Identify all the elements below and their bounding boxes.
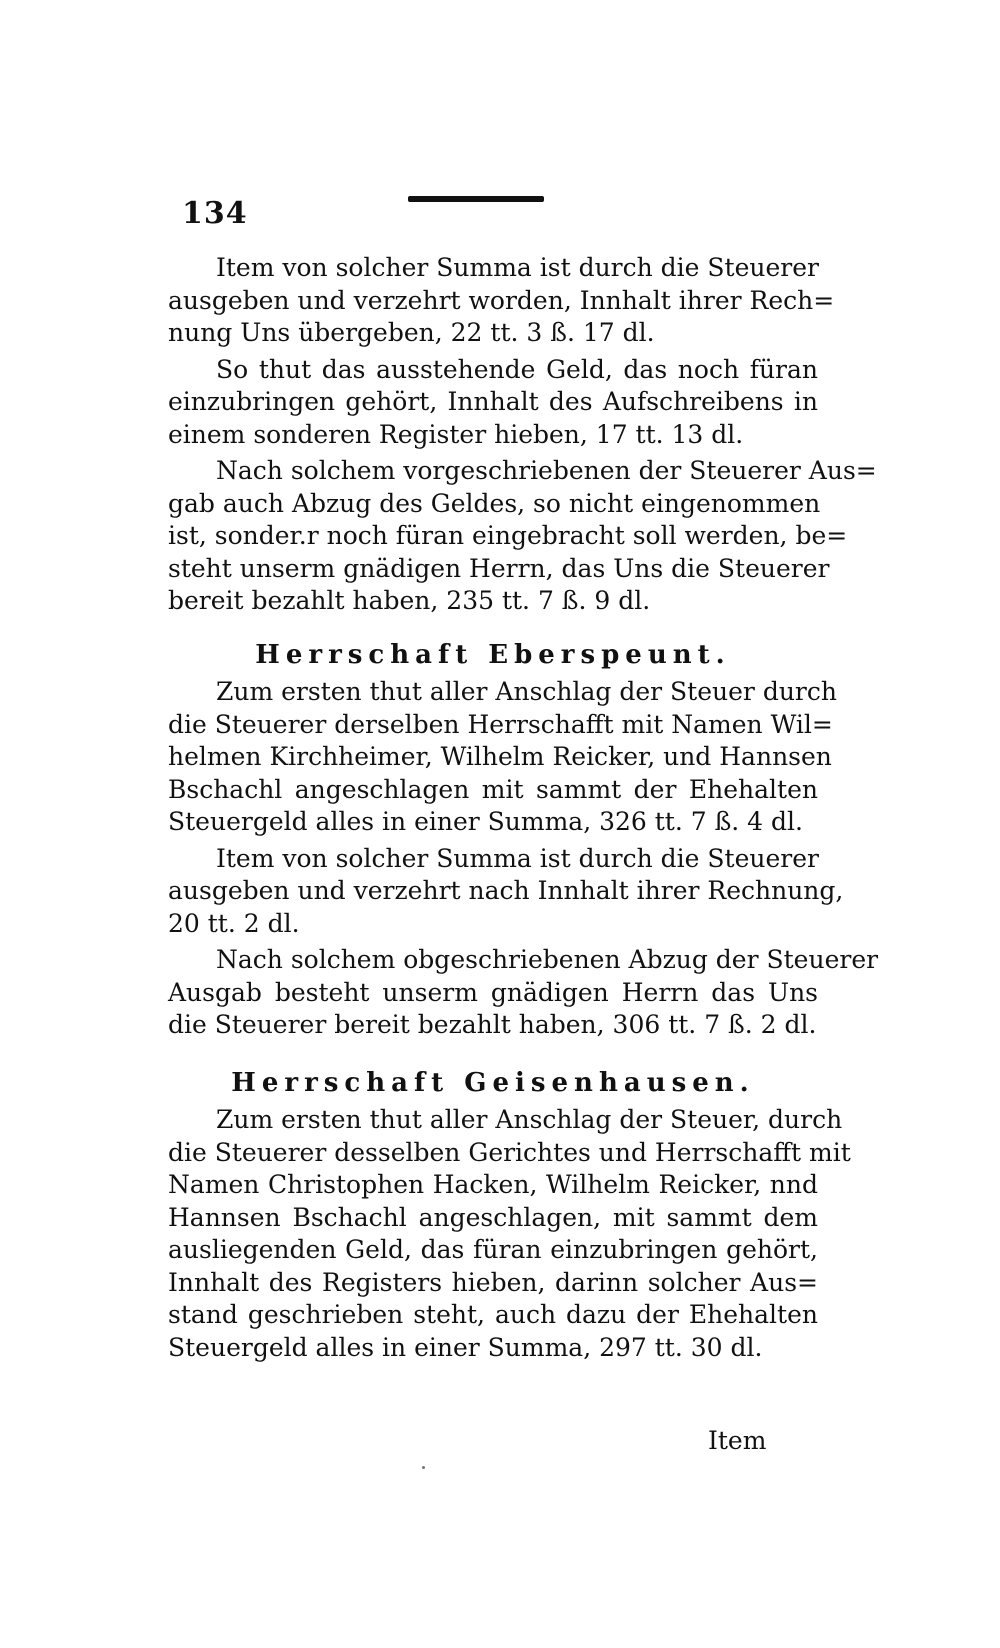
text-line: Zum ersten thut aller Anschlag der Steuer, durch (216, 1105, 843, 1134)
header-rule (408, 196, 544, 202)
text-line: die Steuerer derselben Herrschafft mit Namen Wil= (168, 709, 833, 739)
paragraph (168, 252, 835, 350)
section-heading: Herrschaft Eberspeunt. (255, 640, 731, 670)
paragraph (168, 676, 837, 839)
text-line: Namen Christophen Hacken, Wilhelm Reicker, nnd (168, 1170, 818, 1199)
text-block-3 (168, 1104, 851, 1364)
text-line: Bschachl angeschlagen mit sammt der Ehehalten (168, 774, 818, 804)
text-line: die Steuerer bereit bezahlt haben, 306 tt. 7 ß. 2 dl. (168, 1010, 817, 1039)
text-block-2 (168, 676, 879, 1042)
text-line: nung Uns übergeben, 22 tt. 3 ß. 17 dl. (168, 318, 655, 347)
paragraph (168, 1104, 851, 1364)
text-line: Ausgab besteht unserm gnädigen Herrn das Uns (168, 977, 818, 1007)
text-line: Item von solcher Summa ist durch die Steuerer (216, 253, 819, 282)
text-line: bereit bezahlt haben, 235 tt. 7 ß. 9 dl. (168, 586, 651, 615)
text-line: Steuergeld alles in einer Summa, 326 tt. 7 ß. 4 dl. (168, 807, 803, 836)
page-number: 134 (182, 196, 248, 231)
text-line: steht unserm gnädigen Herrn, das Uns die Steuerer (168, 553, 830, 583)
paragraph (168, 944, 879, 1042)
text-line: die Steuerer desselben Gerichtes und Herrschafft mit (168, 1137, 851, 1167)
text-line: helmen Kirchheimer, Wilhelm Reicker, und Hannsen (168, 742, 832, 771)
paragraph (168, 354, 818, 452)
paragraph (168, 843, 844, 941)
catchword: Item (708, 1426, 767, 1455)
paragraph (168, 455, 877, 618)
text-line: Item von solcher Summa ist durch die Steuerer (216, 843, 819, 873)
text-line: 20 tt. 2 dl. (168, 908, 300, 938)
text-line: Zum ersten thut aller Anschlag der Steuer durch (216, 677, 837, 706)
text-line: einem sonderen Register hieben, 17 tt. 13 dl. (168, 419, 744, 449)
text-line: stand geschrieben steht, auch dazu der Ehehalten (168, 1300, 818, 1329)
section-heading: Herrschaft Geisenhausen. (231, 1068, 755, 1098)
text-line: Hannsen Bschachl angeschlagen, mit sammt dem (168, 1202, 818, 1232)
text-line: ausliegenden Geld, das füran einzubringen gehört, (168, 1235, 818, 1264)
text-line: So thut das ausstehende Geld, das noch füran (216, 354, 818, 384)
text-line: ausgeben und verzehrt nach Innhalt ihrer Rechnung, (168, 876, 844, 905)
text-line: Steuergeld alles in einer Summa, 297 tt. 30 dl. (168, 1332, 763, 1362)
text-line: ausgeben und verzehrt worden, Innhalt ihrer Rech= (168, 285, 835, 315)
text-line: gab auch Abzug des Geldes, so nicht eingenommen (168, 488, 821, 518)
text-line: ist, sonder.r noch füran eingebracht soll werden, be= (168, 521, 848, 550)
text-line: einzubringen gehört, Innhalt des Aufschreibens in (168, 387, 818, 416)
text-block-1 (168, 252, 877, 618)
text-line: Innhalt des Registers hieben, darinn solcher Aus= (168, 1267, 818, 1297)
text-line: Nach solchem obgeschriebenen Abzug der Steuerer (216, 945, 879, 974)
print-speck (422, 1466, 425, 1469)
text-line: Nach solchem vorgeschriebenen der Steuerer Aus= (216, 456, 877, 485)
